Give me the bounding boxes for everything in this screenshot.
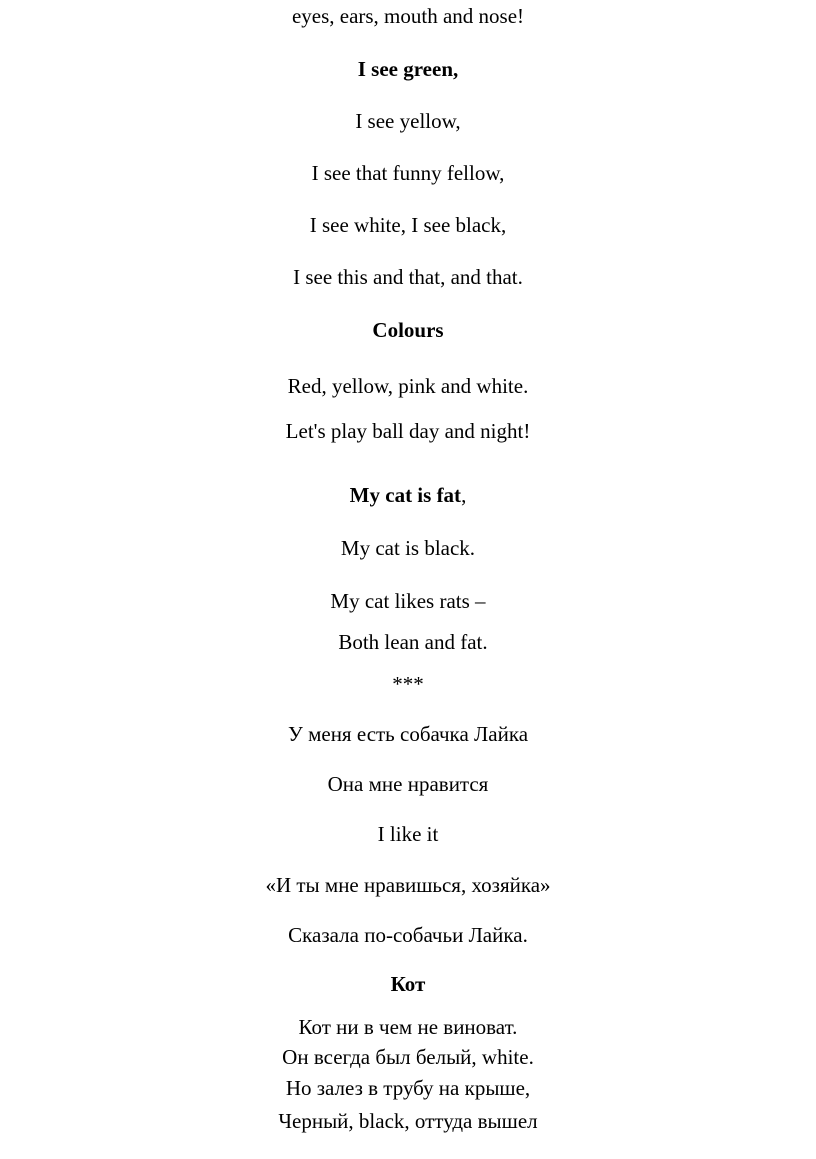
poem-title-tail: , [461,483,467,507]
poem-title: My cat is fat [349,483,462,507]
poem-title-line [0,482,816,508]
poem-line: I see yellow, [355,109,461,133]
poem-line: Let's play ball day and night! [285,419,531,443]
poem-line: У меня есть собачка Лайка [287,722,529,746]
poem-line: Both lean and fat. [338,630,488,654]
poem-line: I see white, I see black, [309,213,507,237]
poem-line: Сказала по-собачьи Лайка. [288,923,528,947]
poem-title: Кот [390,972,426,996]
poem-line: «И ты мне нравишься, хозяйка» [265,873,551,897]
poem-title: I see green, [357,57,459,81]
text-line: eyes, ears, mouth and nose! [291,4,525,28]
poem-line: I like it [377,822,439,846]
poem-line: I see this and that, and that. [293,265,523,289]
poem-line: My cat is black. [340,536,476,560]
poem-line: Он всегда был белый, white. [282,1045,534,1069]
poem-line: Кот ни в чем не виноват. [298,1015,518,1039]
poem-line: Она мне нравится [327,772,489,796]
poem-line: Черный, black, оттуда вышел [278,1109,538,1133]
poem-line: My cat likes rats – [330,589,486,613]
separator: *** [392,672,424,696]
poem-title: Colours [372,318,444,342]
poem-line: Red, yellow, pink and white. [287,374,529,398]
poem-line: Но залез в трубу на крыше, [285,1076,531,1100]
poem-line: I see that funny fellow, [311,161,505,185]
